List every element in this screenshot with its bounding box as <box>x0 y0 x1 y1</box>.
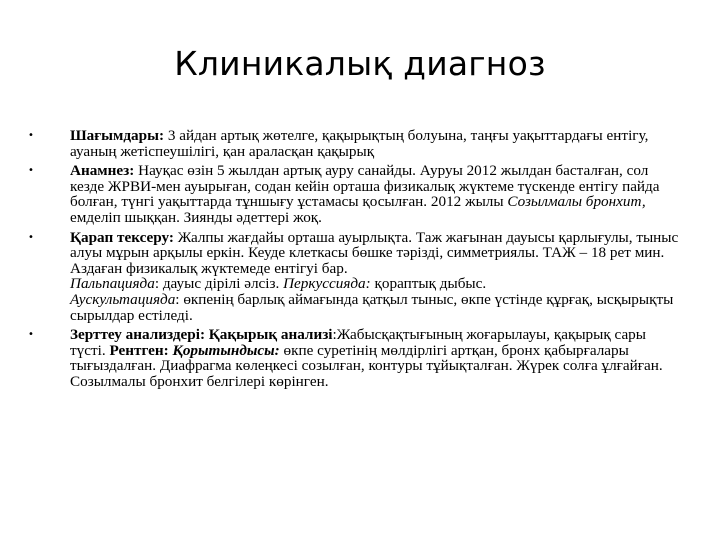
xray-label: Рентген: <box>109 341 169 359</box>
anamnesis-label: Анамнез: <box>70 162 135 180</box>
anamnesis-text: Науқас өзін 5 жылдан артық ауру санайды. Ауруы 2012 жылдан басталған, сол кезде ЖРВИ-мен ауырыған, содан кейін орташа физикалық жүктеме түскенде ентігу пайда болған, түнгі уақыттарда тұншығу ұстамасы қосылған. 2012 жылы <box>70 162 660 211</box>
anamnesis-diagnosis: Созылмалы бронхит, <box>507 193 646 211</box>
list-item-anamnesis <box>28 162 682 226</box>
palpation-label: Пальпацияда <box>70 275 155 293</box>
percussion-text: қораптық дыбыс. <box>370 275 487 293</box>
bullet-icon: • <box>28 329 34 341</box>
palpation-text: : дауыс дірілі әлсіз. <box>154 275 284 293</box>
complaints-label: Шағымдары: <box>70 127 165 144</box>
auscultation-text: : өкпенің барлық аймағында қатқыл тыныс, өкпе үстінде құрғақ, ысқырықты сырылдар естіледі. <box>70 290 674 324</box>
anamnesis-text-after: емделіп шыққан. Зиянды әдеттері жоқ. <box>70 208 322 226</box>
conclusion-label: Қорытындысы: <box>172 341 280 359</box>
bullet-icon: • <box>28 231 34 243</box>
sputum-analysis-text: :Жабысқақтығының жоғарылауы, қақырық сары түсті. <box>70 326 646 359</box>
slide-title: Клиникалық диагноз <box>174 44 546 83</box>
examination-label: Қарап тексеру: <box>70 228 174 246</box>
xray-text: өкпе суретінің мөлдірлігі артқан, бронх қабырғалары тығыздалған. Диафрагма көлеңкесі созылған, контуры тұйықталған. Жүрек солға ұлғайған. Созылмалы бронхит белгілері көрінген. <box>70 341 663 390</box>
bullet-icon: • <box>28 165 34 177</box>
examination-text: Жалпы жағдайы орташа ауырлықта. Таж жағынан дауысы қарлығулы, тыныс алуы мұрын арқылы еркін. Кеуде клеткасы бөшке тәрізді, симметриялы. ТАЖ – 18 рет мин. Аздаған физикалық жүктемеде ентігуі бар. <box>70 228 679 277</box>
auscultation-label: Аускультацияда <box>70 290 176 308</box>
bullet-icon: • <box>28 130 34 141</box>
diagnosis-list <box>28 127 682 394</box>
list-item-complaints <box>28 127 682 160</box>
list-item-examination <box>28 228 682 324</box>
investigations-label: Зерттеу анализдері: <box>70 326 205 344</box>
list-item-investigations <box>28 326 682 390</box>
percussion-label: Перкуссияда: <box>283 275 371 293</box>
complaints-text: 3 айдан артық жөтелге, қақырықтың болуына, таңғы уақыттардағы ентігу, ауаның жетіспеушілігі, қан араласқан қақырық <box>70 127 649 160</box>
sputum-analysis-label: Қақырық анализі <box>208 326 333 344</box>
